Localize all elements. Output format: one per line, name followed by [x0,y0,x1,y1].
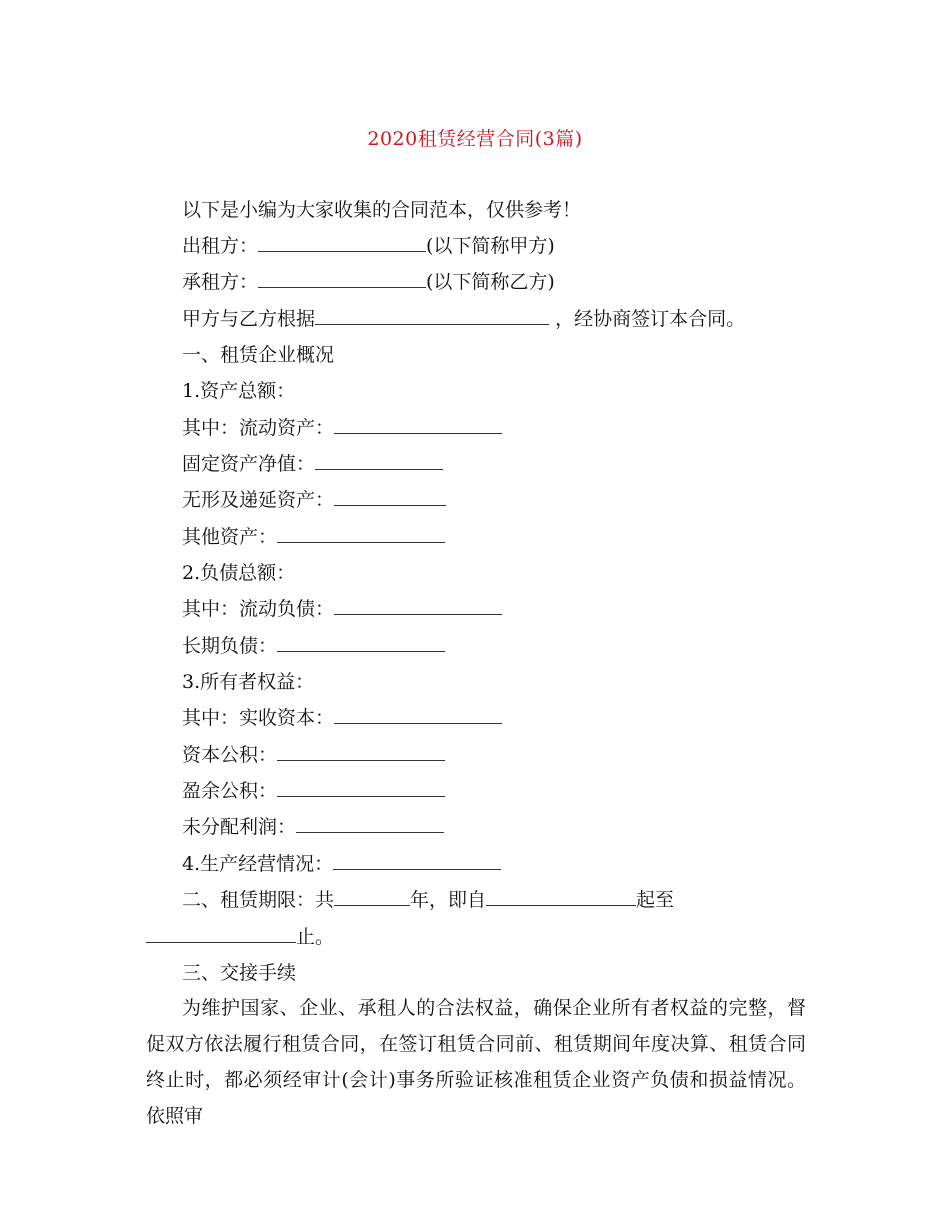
paid-capital-label: 其中：实收资本： [182,707,335,729]
undistributed-label: 未分配利润： [182,816,297,838]
longterm-liab-blank [277,635,445,652]
basis-blank [315,308,549,325]
lessor-blank [258,235,426,252]
fixed-assets-line [182,452,443,476]
basis-prefix: 甲方与乙方根据 [182,308,316,330]
fixed-assets-label: 固定资产净值： [182,453,316,475]
longterm-liab-line [182,634,445,658]
lessor-line [182,234,555,258]
item-3: 3.所有者权益： [182,671,315,693]
section-2-b: 年，即自 [410,889,487,911]
paid-capital-blank [334,707,502,724]
lessee-label: 承租方： [182,271,259,293]
item-4-line [182,852,501,876]
other-assets-line [182,525,445,549]
intangible-label: 无形及递延资产： [182,489,335,511]
current-assets-line [182,416,502,440]
lessor-suffix: (以下简称甲方) [426,235,555,257]
lessee-line [182,270,555,294]
section-3-paragraph: 为维护国家、企业、承租人的合法权益，确保企业所有者权益的完整，督促双方依法履行租赁合同，在签订租赁合同前、租赁期间年度决算、租赁合同终止时，都必须经审计(会计)事务所验证核准租赁企业资产负债和损益情况。依照审 [146,997,806,1127]
current-liab-label: 其中：流动负债： [182,598,335,620]
section-2-end: 止。 [296,926,335,948]
undistributed-line [182,815,444,839]
section-2-a: 二、租赁期限：共 [182,889,335,911]
longterm-liab-label: 长期负债： [182,635,278,657]
current-liab-line [182,597,502,621]
section-1-heading: 一、租赁企业概况 [182,344,335,366]
section-2-line [182,888,674,912]
surplus-reserve-blank [277,780,445,797]
surplus-reserve-line [182,779,445,803]
end-date-blank [146,926,296,943]
section-3-heading: 三、交接手续 [182,962,297,984]
paid-capital-line [182,706,502,730]
lessee-blank [258,271,426,288]
years-blank [334,889,410,906]
section-2-c: 起至 [636,889,675,911]
intangible-line [182,488,446,512]
lessee-suffix: (以下简称乙方) [426,271,555,293]
fixed-assets-blank [315,453,443,470]
capital-reserve-blank [277,744,445,761]
intro-line: 以下是小编为大家收集的合同范本，仅供参考！ [182,199,582,221]
surplus-reserve-label: 盈余公积： [182,780,278,802]
item-4-blank [333,853,501,870]
current-assets-label: 其中：流动资产： [182,417,335,439]
section-2-end-line [146,925,334,949]
item-1: 1.资产总额： [182,380,296,402]
other-assets-blank [277,526,445,543]
capital-reserve-line [182,743,445,767]
undistributed-blank [296,816,444,833]
lessor-label: 出租方： [182,235,259,257]
document-title: 2020租赁经营合同(3篇) [367,128,583,150]
other-assets-label: 其他资产： [182,526,278,548]
item-4-label: 4.生产经营情况： [182,853,334,875]
start-date-blank [486,889,636,906]
basis-suffix: ，经协商签订本合同。 [555,308,746,330]
intangible-blank [334,489,446,506]
capital-reserve-label: 资本公积： [182,744,278,766]
current-liab-blank [334,598,502,615]
current-assets-blank [334,417,502,434]
basis-line [182,307,745,331]
item-2: 2.负债总额： [182,562,296,584]
